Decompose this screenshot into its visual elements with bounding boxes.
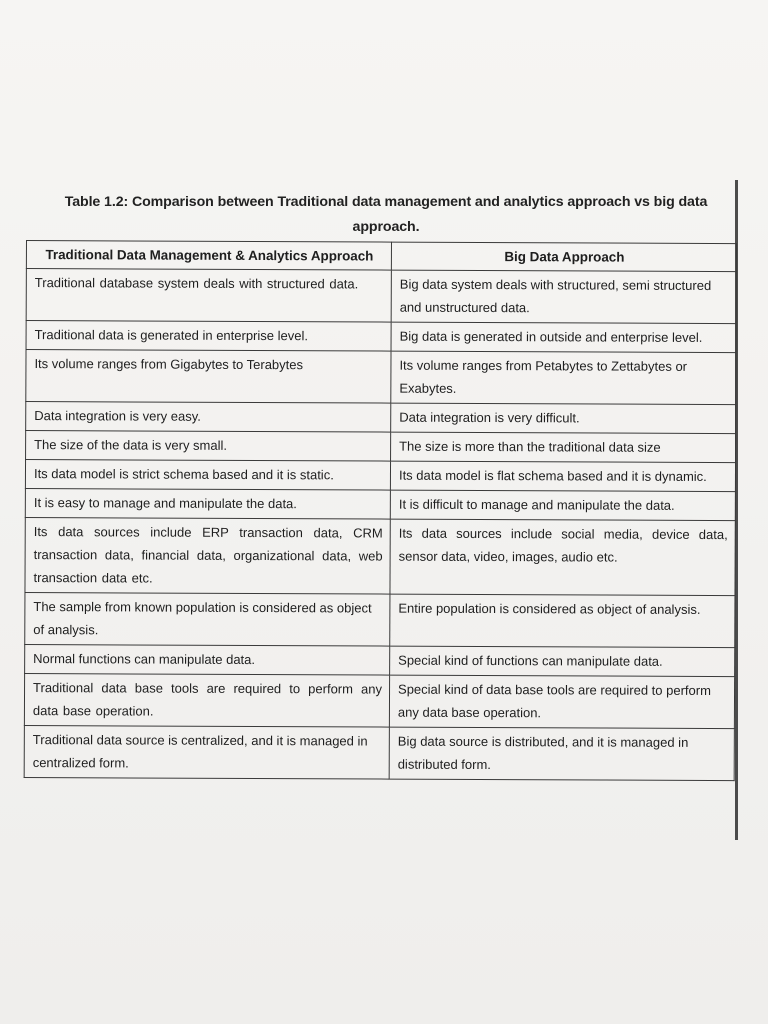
cell-big-data: Big data source is distributed, and it is managed in distributed form.: [389, 727, 734, 781]
table-row: [25, 517, 735, 595]
cell-big-data: It is difficult to manage and manipulate the data.: [390, 490, 735, 521]
table-row: [24, 725, 734, 780]
cell-traditional: The sample from known population is considered as object of analysis.: [25, 592, 390, 646]
cell-big-data: Entire population is considered as object of analysis.: [390, 594, 735, 648]
cell-big-data: Big data is generated in outside and enterprise level.: [391, 322, 736, 353]
table-caption: [36, 190, 736, 240]
table-row: [25, 488, 735, 520]
table-row: [26, 269, 736, 324]
table-row: [26, 402, 736, 434]
cell-traditional: Its volume ranges from Gigabytes to Terabytes: [26, 350, 391, 404]
cell-traditional: Traditional data is generated in enterprise level.: [26, 321, 391, 352]
cell-traditional: It is easy to manage and manipulate the data.: [25, 488, 390, 519]
cell-big-data: Big data system deals with structured, semi structured and unstructured data.: [391, 270, 736, 324]
table-row: [26, 321, 736, 353]
cell-traditional: Traditional database system deals with structured data.: [26, 269, 391, 323]
cell-big-data: The size is more than the traditional data size: [391, 432, 736, 463]
cell-big-data: Special kind of data base tools are required to perform any data base operation.: [389, 675, 734, 729]
cell-traditional: Its data model is strict schema based and it is static.: [25, 460, 390, 491]
header-traditional: Traditional Data Management & Analytics Approach: [26, 241, 391, 271]
table-caption-label: Table 1.2:: [64, 194, 129, 210]
cell-big-data: Data integration is very difficult.: [391, 403, 736, 434]
cell-big-data: Special kind of functions can manipulate data.: [390, 646, 735, 677]
cell-traditional: Traditional data base tools are required to perform any data base operation.: [24, 673, 389, 727]
table-row: [24, 673, 734, 728]
comparison-table: [24, 240, 737, 781]
table-row: [25, 644, 735, 676]
cell-traditional: Normal functions can manipulate data.: [25, 644, 390, 675]
cell-traditional: The size of the data is very small.: [26, 431, 391, 462]
table-row: [25, 592, 735, 647]
cell-traditional: Its data sources include ERP transaction data, CRM transaction data, financial data, organizational data, web transaction data etc.: [25, 517, 390, 594]
table-row: [26, 350, 736, 405]
table-row: [25, 460, 735, 492]
cell-traditional: Traditional data source is centralized, and it is managed in centralized form.: [24, 725, 389, 779]
cell-traditional: Data integration is very easy.: [26, 402, 391, 433]
table-row: [26, 431, 736, 463]
table-caption-text: Comparison between Traditional data management and analytics approach vs big data approach.: [131, 194, 708, 235]
cell-big-data: Its data sources include social media, device data, sensor data, video, images, audio etc.: [390, 519, 735, 596]
cell-big-data: Its data model is flat schema based and it is dynamic.: [390, 461, 735, 492]
header-big-data: Big Data Approach: [391, 242, 736, 272]
cell-big-data: Its volume ranges from Petabytes to Zettabytes or Exabytes.: [391, 351, 736, 405]
table-header-row: [26, 241, 736, 272]
